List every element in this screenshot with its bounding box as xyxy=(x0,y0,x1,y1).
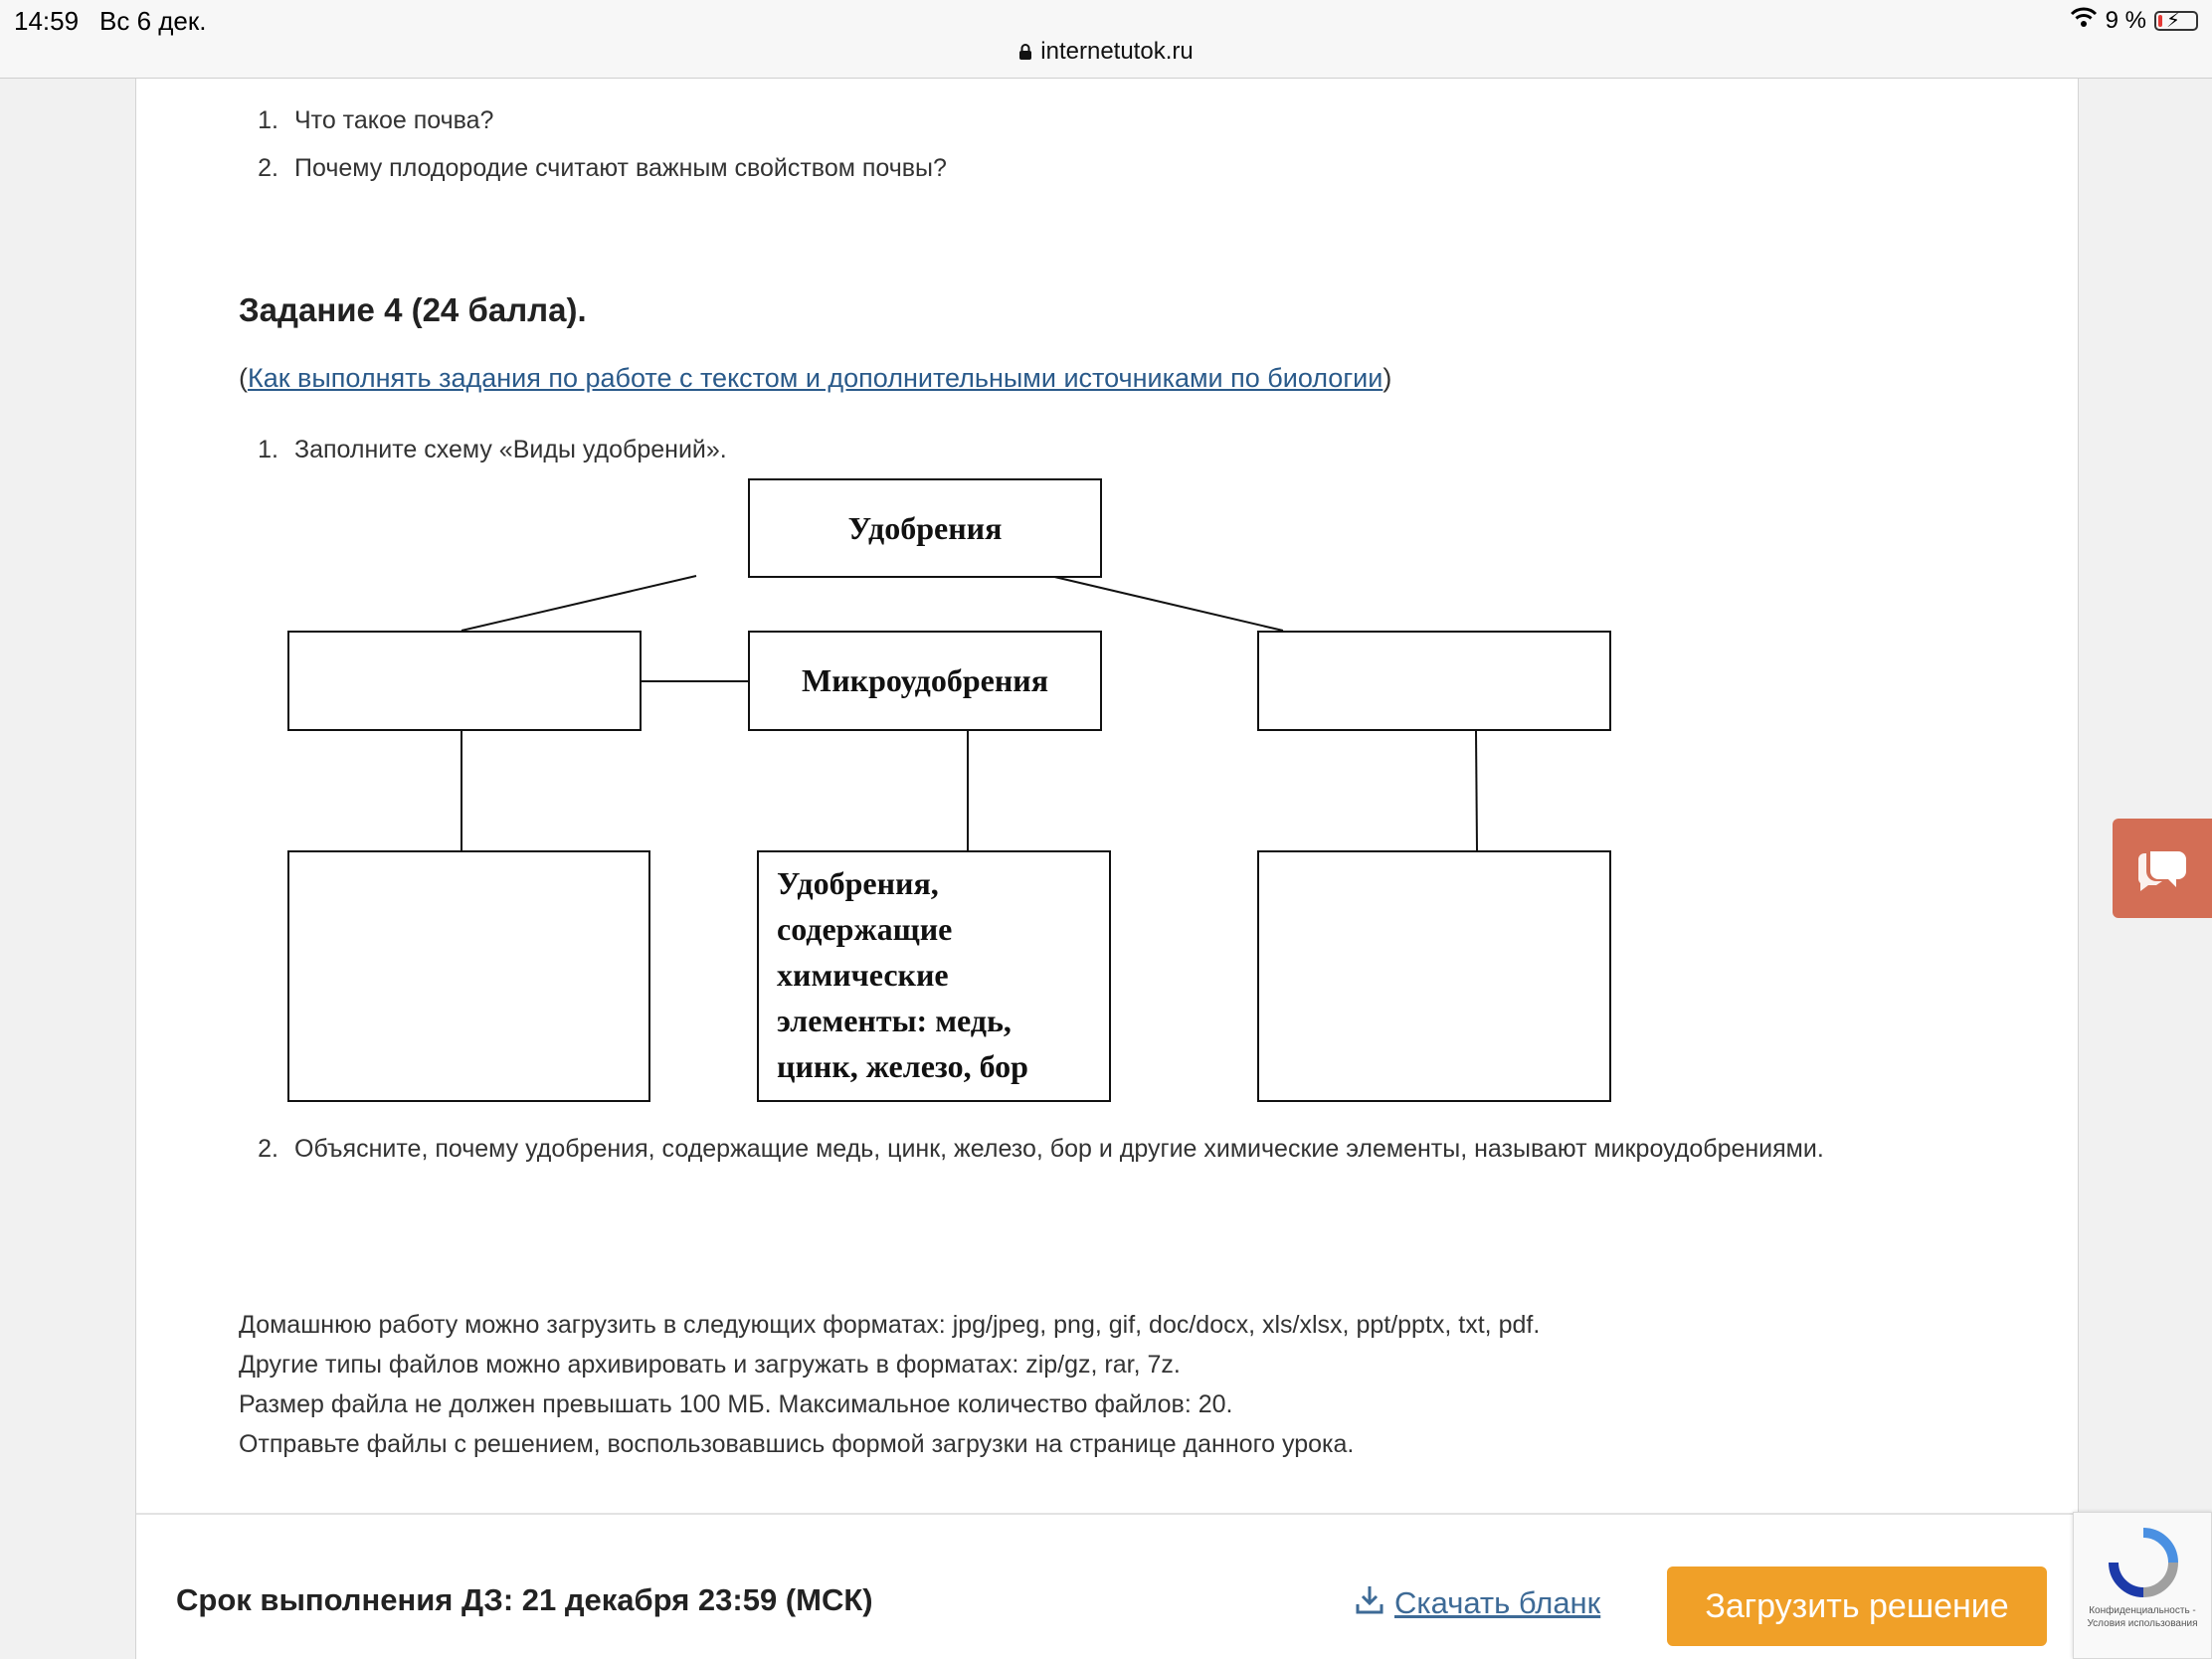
wifi-icon xyxy=(2070,6,2098,35)
url-text: internetutok.ru xyxy=(1040,38,1194,65)
battery-percent: 9 % xyxy=(2105,6,2146,34)
diagram-blank-box-bottom-left xyxy=(287,850,650,1102)
download-label: Скачать бланк xyxy=(1394,1585,1601,1620)
help-link[interactable]: Как выполнять задания по работе с текстом и дополнительными источниками по биологии xyxy=(248,363,1383,393)
task-title: Задание 4 (24 балла). xyxy=(239,291,587,328)
homework-footer xyxy=(136,1513,2078,1659)
list-item: 1. Что такое почва? xyxy=(258,106,494,134)
deadline-text: Срок выполнения ДЗ: 21 декабря 23:59 (МСК) xyxy=(176,1582,873,1617)
info-line: Домашнюю работу можно загрузить в следующих форматах: jpg/jpeg, png, gif, doc/docx, xls/xlsx, ppt/pptx, txt, pdf. xyxy=(239,1311,1541,1339)
upload-info xyxy=(239,1305,1540,1464)
download-icon xyxy=(1355,1582,1384,1624)
lock-icon xyxy=(1018,40,1032,68)
upload-solution-button[interactable]: Загрузить решение xyxy=(1667,1567,2047,1646)
diagram-micro-description: Удобрения, содержащие химические элементы: медь, цинк, железо, бор xyxy=(757,850,1111,1102)
chat-icon xyxy=(2134,845,2190,891)
connector-line xyxy=(461,576,696,631)
address-bar[interactable] xyxy=(0,38,2212,68)
list-item: 1. Заполните схему «Виды удобрений». xyxy=(258,436,727,463)
info-line: Другие типы файлов можно архивировать и загружать в форматах: zip/gz, rar, 7z. xyxy=(239,1351,1181,1379)
chat-button[interactable] xyxy=(2113,819,2212,918)
connector-line xyxy=(1050,576,1283,631)
list-item: 2. Объясните, почему удобрения, содержащие медь, цинк, железо, бор и другие химические элементы, называют микроудобрениями. xyxy=(258,1135,1824,1163)
diagram-root-box: Удобрения xyxy=(748,478,1102,578)
status-right xyxy=(2070,6,2198,35)
status-bar xyxy=(0,0,2212,79)
battery-icon: ⚡ xyxy=(2154,11,2198,31)
diagram-blank-box-right xyxy=(1257,631,1611,731)
recaptcha-icon xyxy=(2104,1523,2183,1602)
diagram-micro-box: Микроудобрения xyxy=(748,631,1102,731)
download-form-link[interactable] xyxy=(1355,1582,1600,1624)
info-line: Отправьте файлы с решением, воспользовавшись формой загрузки на странице данного урока. xyxy=(239,1430,1355,1458)
help-line: (Как выполнять задания по работе с текстом и дополнительными источниками по биологии) xyxy=(239,363,1392,393)
page-content xyxy=(135,79,2079,1659)
diagram-blank-box-bottom-right xyxy=(1257,850,1611,1102)
status-date: Вс 6 дек. xyxy=(99,6,207,36)
info-line: Размер файла не должен превышать 100 МБ. Максимальное количество файлов: 20. xyxy=(239,1390,1233,1418)
recaptcha-text: Конфиденциальность - Условия использования xyxy=(2087,1605,2198,1629)
list-item: 2. Почему плодородие считают важным свойством почвы? xyxy=(258,154,947,182)
connector-line xyxy=(1476,731,1477,850)
diagram-blank-box-left xyxy=(287,631,642,731)
recaptcha-badge[interactable] xyxy=(2073,1512,2212,1659)
status-time: 14:59 xyxy=(14,6,80,36)
fertilizer-diagram xyxy=(241,476,1733,1133)
